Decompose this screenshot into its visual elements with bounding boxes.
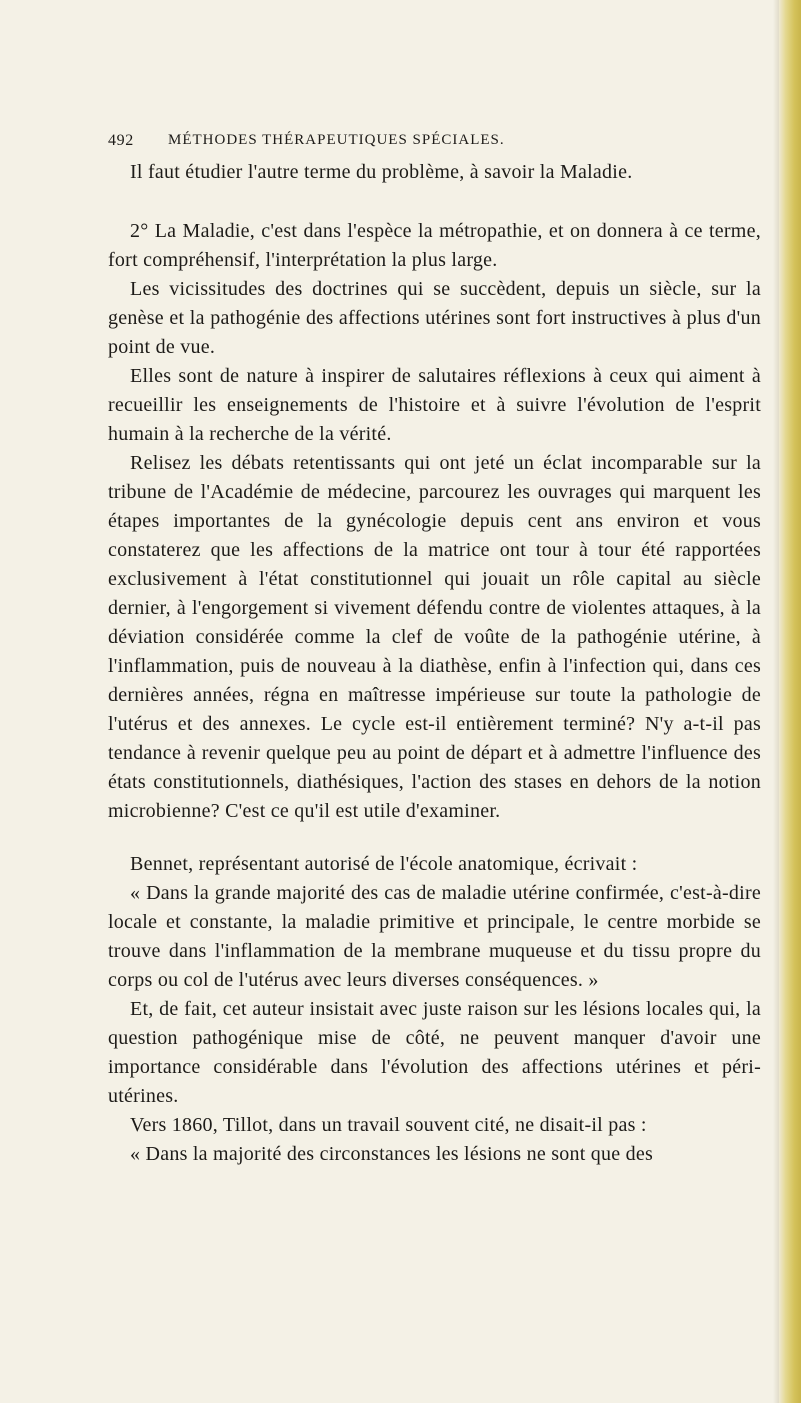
paragraph-2: 2° La Maladie, c'est dans l'espèce la métropathie, et on donnera à ce terme, fort compréhensif, l'interprétation la plus large. bbox=[108, 220, 761, 271]
page-edge-shadow bbox=[773, 0, 779, 1403]
page-number: 492 bbox=[108, 132, 134, 149]
paragraph-7: « Dans la grande majorité des cas de maladie utérine confirmée, c'est-à-dire locale et constante, la maladie primitive et principale, le centre morbide se trouve dans l'inflammation de la membrane muqueuse et du tissu propre du corps ou col de l'utérus avec leurs diverses conséquences. » bbox=[108, 882, 761, 991]
running-title: MÉTHODES THÉRAPEUTIQUES SPÉCIALES. bbox=[168, 132, 505, 148]
paragraph-6: Bennet, représentant autorisé de l'école anatomique, écrivait : bbox=[130, 853, 638, 875]
page-edge bbox=[779, 0, 801, 1403]
page-header bbox=[108, 132, 668, 156]
paragraph-8: Et, de fait, cet auteur insistait avec juste raison sur les lésions locales qui, la question pathogénique mise de côté, ne peuvent manquer d'avoir une importance considérable dans l'évolution des affections utérines et péri-utérines. bbox=[108, 998, 761, 1107]
paragraph-4: Elles sont de nature à inspirer de salutaires réflexions à ceux qui aiment à recueillir les enseignements de l'histoire et à suivre l'évolution de l'esprit humain à la recherche de la vérité. bbox=[108, 365, 761, 445]
paragraph-3: Les vicissitudes des doctrines qui se succèdent, depuis un siècle, sur la genèse et la pathogénie des affections utérines sont fort instructives à plus d'un point de vue. bbox=[108, 278, 761, 358]
paragraph-10: « Dans la majorité des circonstances les lésions ne sont que des bbox=[130, 1143, 654, 1165]
paragraph-5: Relisez les débats retentissants qui ont jeté un éclat incomparable sur la tribune de l'Académie de médecine, parcourez les ouvrages qui marquent les étapes importantes de la gynécologie depuis cent ans environ et vous constaterez que les affections de la matrice ont tour à tour été rapportées exclusivement à l'état constitutionnel qui jouait un rôle capital au siècle dernier, à l'engorgement si vivement défendu contre de violentes attaques, à la déviation considérée comme la clef de voûte de la pathogénie utérine, à l'inflammation, puis de nouveau à la diathèse, enfin à l'infection qui, dans ces dernières années, régna en maîtresse impérieuse sur toute la pathologie de l'utérus et des annexes. Le cycle est-il entièrement terminé? N'y a-t-il pas tendance à revenir quelque peu au point de départ et à admettre l'influence des états constitutionnels, diathésiques, l'action des stases en dehors de la notion microbienne? C'est ce qu'il est utile d'examiner. bbox=[108, 452, 761, 822]
body-text bbox=[108, 158, 761, 1169]
paragraph-9: Vers 1860, Tillot, dans un travail souvent cité, ne disait-il pas : bbox=[130, 1114, 647, 1136]
paragraph-1: Il faut étudier l'autre terme du problème, à savoir la Maladie. bbox=[130, 161, 633, 183]
